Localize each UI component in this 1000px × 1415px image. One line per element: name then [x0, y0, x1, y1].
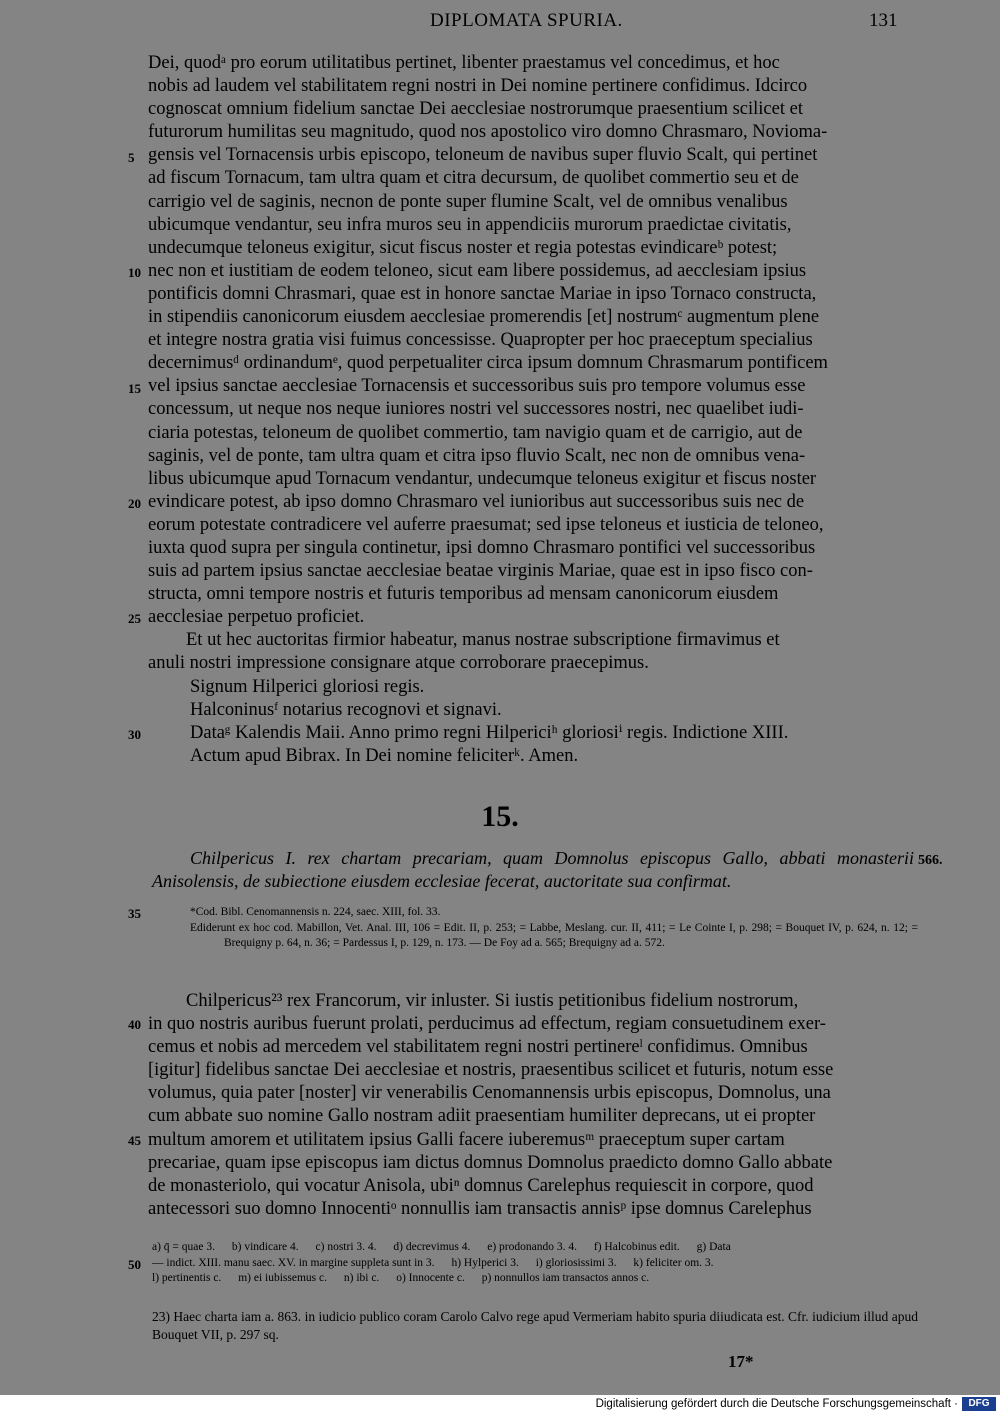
text-line: libus ubicumque apud Tornacum vendantur, undecumque teloneus exigitur et fiscus noster — [148, 468, 817, 489]
footnote: b) vindicare 4. — [231, 1241, 299, 1253]
summary-text: Chilpericus I. rex chartam precariam, quam Domnolus episcopus Gallo, abbati monasterii Anisolensis, de subiectione eiusdem ecclesiae fecerat, auctoritate sua confirmat. — [152, 848, 914, 891]
text-line: nec non et iustitiam de eodem teloneo, sicut eam libere possidemus, ad aecclesiam ipsius — [148, 260, 807, 281]
signature-mark: 17* — [728, 1352, 754, 1371]
line-number: 15 — [128, 381, 141, 396]
text-line: ciaria potestas, teloneum de quolibet commertio, tam navigio quam et de carrigio, aut de — [148, 422, 803, 443]
text-line: decernimusᵈ ordinandumᵉ, quod perpetualiter circa ipsum domnum Chrasmarum pontificem — [148, 353, 828, 374]
text-line: suis ad partem ipsius sanctae aecclesiae beatae virginis Mariae, quae est in ipso fisco con- — [148, 561, 813, 582]
footnote: m) ei iubissemus c. — [238, 1272, 327, 1284]
numbered-footnote: 23) Haec charta iam a. 863. in iudicio publico coram Carolo Calvo rege apud Vermeriam habito spuria diiudicata est. Cfr. iudicium illud apud Bouquet VII, p. 297 sq. — [152, 1309, 918, 1342]
dating-line: Dataᵍ Kalendis Maii. Anno primo regni Hilpericiʰ gloriosiⁱ regis. Indictione XIII. — [190, 722, 789, 743]
text-line: gensis vel Tornacensis urbis episcopo, teloneum de navibus super fluvio Scalt, qui pertinet — [148, 145, 818, 166]
footnote: h) Hylperici 3. — [451, 1256, 519, 1269]
margin-date: 566. — [918, 853, 943, 868]
footnote: a) q̄ = quae 3. — [152, 1241, 216, 1253]
text-line: concessum, ut neque nos neque iuniores nostri vel successores nostri, nec quaelibet iudi- — [148, 399, 804, 420]
line-number: 20 — [128, 496, 141, 511]
signum-line: Signum Hilperici gloriosi regis. — [190, 676, 425, 697]
text-line: anuli nostri impressione consignare atque corroborare praecepimus. — [148, 653, 649, 674]
text-line: structa, omni tempore nostris et futuris temporibus ad mensam canonicorum eiusdem — [148, 584, 779, 605]
text-line: Et ut hec auctoritas firmior habeatur, manus nostrae subscriptione firmavimus et — [186, 630, 780, 651]
text-line: Chilpericus²³ rex Francorum, vir inluster. Si iustis petitionibus fidelium nostrorum, — [186, 991, 799, 1011]
text-line: saginis, vel de ponte, tam ultra quam et citra ipso fluvio Scalt, nec non de omnibus vena- — [148, 445, 806, 466]
text-line: carrigio vel de saginis, necnon de ponte super flumine Scalt, vel de omnibus venalibus — [148, 191, 788, 212]
line-number: 50 — [128, 1257, 141, 1272]
text-line: ad fiscum Tornacum, tam ultra quam et citra decursum, de quolibet commertio seu et de — [148, 168, 799, 189]
text-line: eorum potestate contradicere vel auferre praesumat; sed ipse teloneus et iusticia de teloneo, — [148, 514, 824, 535]
text-line: iuxta quod supra per singula continetur, ipsi domno Chrasmaro pontifici vel successoribus — [148, 537, 816, 558]
footer-text: Digitalisierung gefördert durch die Deutsche Forschungsgemeinschaft · — [595, 1398, 958, 1410]
actum-line: Actum apud Bibrax. In Dei nomine feliciterᵏ. Amen. — [190, 745, 579, 766]
footnote: p) nonnullos iam transactos annos c. — [481, 1272, 650, 1284]
footnote: l) pertinentis c. — [152, 1272, 222, 1284]
footnote: e) prodonando 3. 4. — [487, 1241, 577, 1253]
line-number: 10 — [128, 265, 141, 280]
text-line: de monasteriolo, qui vocatur Anisola, ubiⁿ domnus Carelephus requiescit in corpore, quod — [148, 1175, 814, 1196]
text-line: nobis ad laudem vel stabilitatem regni nostri in Dei nomine pertinere confidimus. Idcirco — [148, 76, 808, 97]
line-number: 30 — [128, 727, 141, 742]
dfg-logo-icon: DFG — [962, 1397, 996, 1411]
line-number: 25 — [128, 611, 141, 626]
charter-text-14 — [148, 52, 914, 768]
text-line: futurorum humilitas seu magnitudo, quod nos apostolico viro domno Chrasmaro, Novioma- — [148, 122, 828, 143]
text-line: evindicare potest, ab ipso domno Chrasmaro vel iunioribus aut successoribus suis nec de — [148, 491, 805, 512]
page-number: 131 — [869, 10, 898, 31]
footnote: i) gloriosissimi 3. — [535, 1256, 617, 1269]
line-number: 40 — [128, 1017, 141, 1032]
text-line: Dei, quodᵃ pro eorum utilitatibus pertinet, libenter praestamus vel concedimus, et hoc — [148, 53, 780, 73]
critical-apparatus — [152, 1240, 918, 1287]
footnote: c) nostri 3. 4. — [315, 1241, 377, 1253]
editions-entry: Ediderunt ex hoc cod. Mabillon, Vet. Anal. III, 106 = Edit. II, p. 253; = Labbe, Meslang. cur. II, 411; = Le Cointe I, p. 298; = Bouquet IV, p. 624, n. 12; = Brequigny p. 64, n. 36; = Pardessus I, p. 129, n. 173. — De Foy ad a. 565; Brequigny ad a. 572. — [190, 921, 918, 949]
manuscript-tradition — [190, 905, 918, 952]
line-number: 45 — [128, 1133, 141, 1148]
running-header — [0, 10, 1000, 34]
footnote: f) Halcobinus edit. — [593, 1241, 680, 1253]
footnote: g) Data — [696, 1241, 731, 1253]
text-line: volumus, quia pater [noster] vir venerabilis Cenomannensis urbis episcopus, Domnolus, una — [148, 1083, 831, 1104]
text-line: in quo nostris auribus fuerunt prolati, perducimus ad effectum, regiam consuetudinem exer- — [148, 1014, 826, 1035]
text-line: pontificis domni Chrasmari, quae est in honore sanctae Mariae in ipso Tornaco constructa, — [148, 283, 817, 304]
line-number: 5 — [128, 150, 135, 165]
footnote: — indict. XIII. manu saec. XV. in margine suppleta sunt in 3. — [152, 1256, 435, 1269]
text-line: aecclesiae perpetuo proficiet. — [148, 607, 365, 628]
document-number: 15. — [481, 800, 519, 833]
text-line: cum abbate suo nomine Gallo nostram adiit praesentiam humiliter deprecans, ut ei propter — [148, 1106, 816, 1127]
regest-summary — [152, 847, 914, 893]
footnote: n) ibi c. — [343, 1272, 380, 1284]
running-title: DIPLOMATA SPURIA. — [430, 10, 623, 31]
text-line: precariae, quam ipse episcopus iam dictus domnus Domnolus praedicto domno Gallo abbate — [148, 1152, 833, 1173]
text-line: ubicumque vendantur, seu infra muros seu in appendiciis murorum praedictae civitatis, — [148, 214, 792, 235]
text-line: [igitur] fidelibus sanctae Dei aecclesiae et nostris, praesentibus scilicet et futuris, notum esse — [148, 1060, 834, 1081]
text-line: antecessori suo domno Innocentiᵒ nonnullis iam transactis annisᵖ ipse domnus Carelephus — [148, 1198, 812, 1219]
footnote: d) decrevimus 4. — [393, 1241, 471, 1253]
text-line: multum amorem et utilitatem ipsius Galli facere iuberemusᵐ praeceptum super cartam — [148, 1129, 785, 1150]
text-line: undecumque teloneus exigitur, sicut fiscus noster et regia potestas evindicareᵇ potest; — [148, 237, 778, 258]
text-line: cognoscat omnium fidelium sanctae Dei aecclesiae nostrorumque praesentium scilicet et — [148, 99, 803, 120]
footnote: o) Innocente c. — [396, 1272, 465, 1284]
text-line: vel ipsius sanctae aecclesiae Tornacensis et successoribus suis pro tempore volumus esse — [148, 376, 806, 397]
digitization-footer — [0, 1395, 1000, 1415]
footnote: k) feliciter om. 3. — [633, 1256, 714, 1269]
manuscript-entry: *Cod. Bibl. Cenomannensis n. 224, saec. XIII, fol. 33. — [190, 906, 441, 918]
text-line: et integre nostra gratia visi fuimus concessisse. Quapropter per hoc praeceptum specialius — [148, 330, 813, 351]
charter-text-15 — [148, 990, 914, 1221]
line-number: 35 — [128, 906, 141, 921]
notary-line: Halconinusᶠ notarius recognovi et signavi. — [190, 699, 502, 720]
text-line: cemus et nobis ad mercedem vel stabilitatem regni nostri pertinereˡ confidimus. Omnibus — [148, 1037, 808, 1058]
text-line: in stipendiis canonicorum eiusdem aecclesiae promerendis [et] nostrumᶜ augmentum plene — [148, 307, 820, 328]
